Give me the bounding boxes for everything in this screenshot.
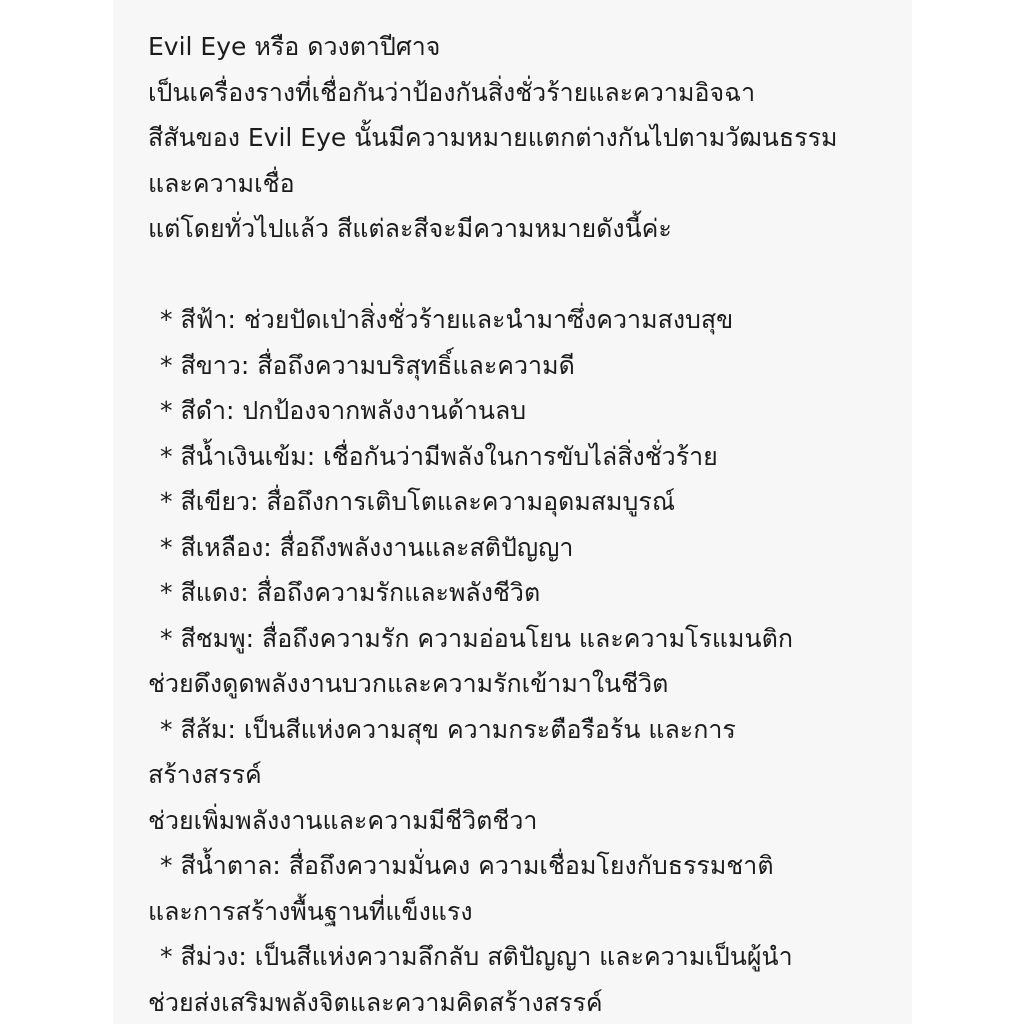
list-item-continuation: และการสร้างพื้นฐานที่แข็งแรง <box>148 889 888 935</box>
list-item: * สีน้ำเงินเข้ม: เชื่อกันว่ามีพลังในการขับไล่สิ่งชั่วร้าย <box>148 434 888 480</box>
list-item: * สีดำ: ปกป้องจากพลังงานด้านลบ <box>148 388 888 434</box>
list-item: * สีชมพู: สื่อถึงความรัก ความอ่อนโยน และความโรแมนติก <box>148 616 888 662</box>
blank-line <box>148 252 888 298</box>
list-item: * สีฟ้า: ช่วยปัดเป่าสิ่งชั่วร้ายและนำมาซึ่งความสงบสุข <box>148 297 888 343</box>
list-item-continuation: ช่วยส่งเสริมพลังจิตและความคิดสร้างสรรค์ <box>148 980 888 1025</box>
list-item: * สีส้ม: เป็นสีแห่งความสุข ความกระตือรือร้น และการ <box>148 707 888 753</box>
list-item: * สีม่วง: เป็นสีแห่งความลึกลับ สติปัญญา และความเป็นผู้นำ <box>148 934 888 980</box>
list-item-continuation: สร้างสรรค์ <box>148 752 888 798</box>
list-item-continuation: ช่วยดึงดูดพลังงานบวกและความรักเข้ามาในชีวิต <box>148 661 888 707</box>
list-item: * สีขาว: สื่อถึงความบริสุทธิ์และความดี <box>148 343 888 389</box>
document-text <box>148 24 888 1025</box>
intro-line: Evil Eye หรือ ดวงตาปีศาจ <box>148 24 888 70</box>
intro-line: เป็นเครื่องรางที่เชื่อกันว่าป้องกันสิ่งชั่วร้ายและความอิจฉา <box>148 70 888 116</box>
intro-line: สีสันของ Evil Eye นั้นมีความหมายแตกต่างกันไปตามวัฒนธรรม <box>148 115 888 161</box>
intro-line: แต่โดยทั่วไปแล้ว สีแต่ละสีจะมีความหมายดังนี้ค่ะ <box>148 206 888 252</box>
list-item: * สีเหลือง: สื่อถึงพลังงานและสติปัญญา <box>148 525 888 571</box>
list-item: * สีน้ำตาล: สื่อถึงความมั่นคง ความเชื่อมโยงกับธรรมชาติ <box>148 843 888 889</box>
list-item: * สีเขียว: สื่อถึงการเติบโตและความอุดมสมบูรณ์ <box>148 479 888 525</box>
list-item-continuation: ช่วยเพิ่มพลังงานและความมีชีวิตชีวา <box>148 798 888 844</box>
intro-line: และความเชื่อ <box>148 161 888 207</box>
list-item: * สีแดง: สื่อถึงความรักและพลังชีวิต <box>148 570 888 616</box>
